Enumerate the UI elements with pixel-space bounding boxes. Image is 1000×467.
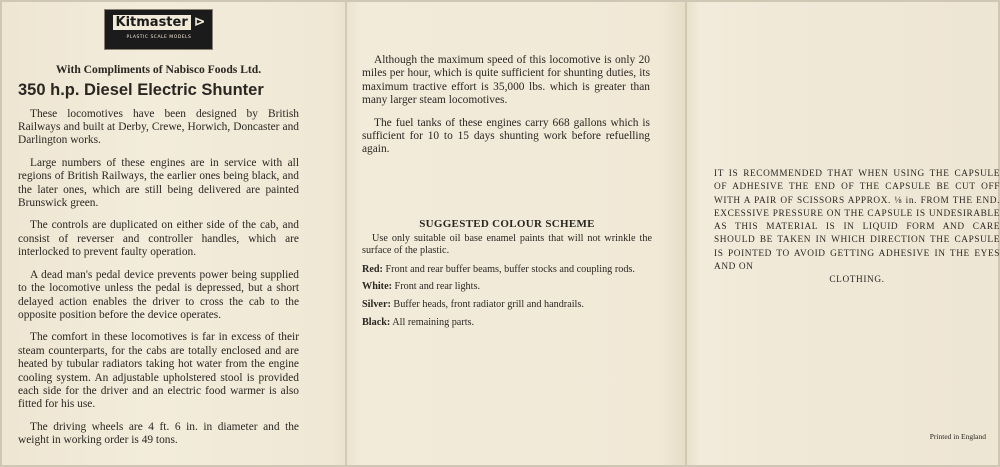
colour-scheme-heading: SUGGESTED COLOUR SCHEME — [419, 218, 595, 230]
colour-item — [362, 281, 652, 293]
colour-label: Silver: — [362, 299, 391, 311]
fold-line — [685, 2, 687, 465]
compliments-line: With Compliments of Nabisco Foods Ltd. — [55, 62, 262, 76]
right-panel — [714, 168, 1000, 288]
colour-text: All remaining parts. — [392, 316, 475, 328]
paragraph: A dead man's pedal device prevents power being supplied to the locomotive unless the pedal is depressed, but a short delayed action enables the driver to cross the cab to the opposite position before the device operates. — [18, 268, 299, 321]
adhesive-warning — [714, 168, 1000, 288]
kitmaster-logo — [105, 10, 213, 49]
logo-k-mark-icon: ⊳ — [193, 14, 206, 30]
colour-label: Red: — [362, 263, 383, 275]
logo-area — [18, 10, 299, 49]
colour-text: Buffer heads, front radiator grill and handrails. — [393, 299, 584, 311]
page-title: 350 h.p. Diesel Electric Shunter — [18, 81, 264, 100]
paragraph: The fuel tanks of these engines carry 668 gallons which is sufficient for 10 to 15 days shunting work before refuelling again. — [362, 116, 650, 156]
paragraph: The comfort in these locomotives is far in excess of their steam counterparts, for the cabs are totally enclosed and are heated by tubular radiators taking hot water from the engine cooling system. An adjustable upholstered stool is provided each side for the driver and an electric food warmer is also fitted for his use. — [18, 331, 299, 411]
logo-tagline: PLASTIC SCALE MODELS — [126, 35, 192, 41]
colour-item — [362, 264, 652, 276]
paragraph: Large numbers of these engines are in service with all regions of British Railways, the earlier ones being black, and the later ones, which are still being delivered are painted Brunswick green. — [18, 156, 299, 210]
paragraph: The driving wheels are 4 ft. 6 in. in diameter and the weight in working order is 49 tons. — [18, 420, 299, 447]
logo-brand: Kitmaster — [113, 15, 191, 30]
paragraph: Although the maximum speed of this locomotive is only 20 miles per hour, which is quite sufficient for shunting duties, its maximum tractive effort is 35,000 lbs. which is greater than many larger steam locomotives. — [362, 54, 650, 107]
warning-last-line: CLOTHING. — [829, 275, 885, 286]
fold-line — [345, 2, 347, 465]
colour-scheme-intro: Use only suitable oil base enamel paints that will not wrinkle the surface of the plastic. — [362, 233, 652, 256]
paragraph: These locomotives have been designed by British Railways and built at Derby, Crewe, Horwich, Doncaster and Darlington works. — [18, 107, 299, 147]
colour-text: Front and rear buffer beams, buffer stocks and coupling rods. — [385, 263, 635, 275]
middle-panel — [362, 54, 650, 166]
paragraph: The controls are duplicated on either side of the cab, and consist of reverser and controller handles, which are interlocked to prevent faulty operation. — [18, 219, 299, 259]
colour-item — [362, 299, 652, 311]
colour-scheme — [362, 218, 652, 335]
warning-text: IT IS RECOMMENDED THAT WHEN USING THE CAPSULE OF ADHESIVE THE END OF THE CAPSULE BE CUT OFF WITH A PAIR OF SCISSORS APPROX. ⅛ in. FROM THE END. EXCESSIVE PRESSURE ON THE CAPSULE IS UNDESIRABLE AS THIS MATERIAL IS IN LIQUID FORM AND CARE SHOULD BE TAKEN IN WHICH DIRECTION THE CAPSULE IS POINTED TO AVOID GETTING ADHESIVE IN THE EYES AND ON — [714, 169, 1000, 273]
colour-label: White: — [362, 281, 392, 293]
colour-item — [362, 317, 652, 329]
description-body — [18, 108, 299, 448]
colour-text: Front and rear lights. — [394, 281, 480, 293]
colour-label: Black: — [362, 316, 391, 328]
left-panel — [18, 10, 299, 457]
printed-note: Printed in England — [929, 432, 986, 441]
